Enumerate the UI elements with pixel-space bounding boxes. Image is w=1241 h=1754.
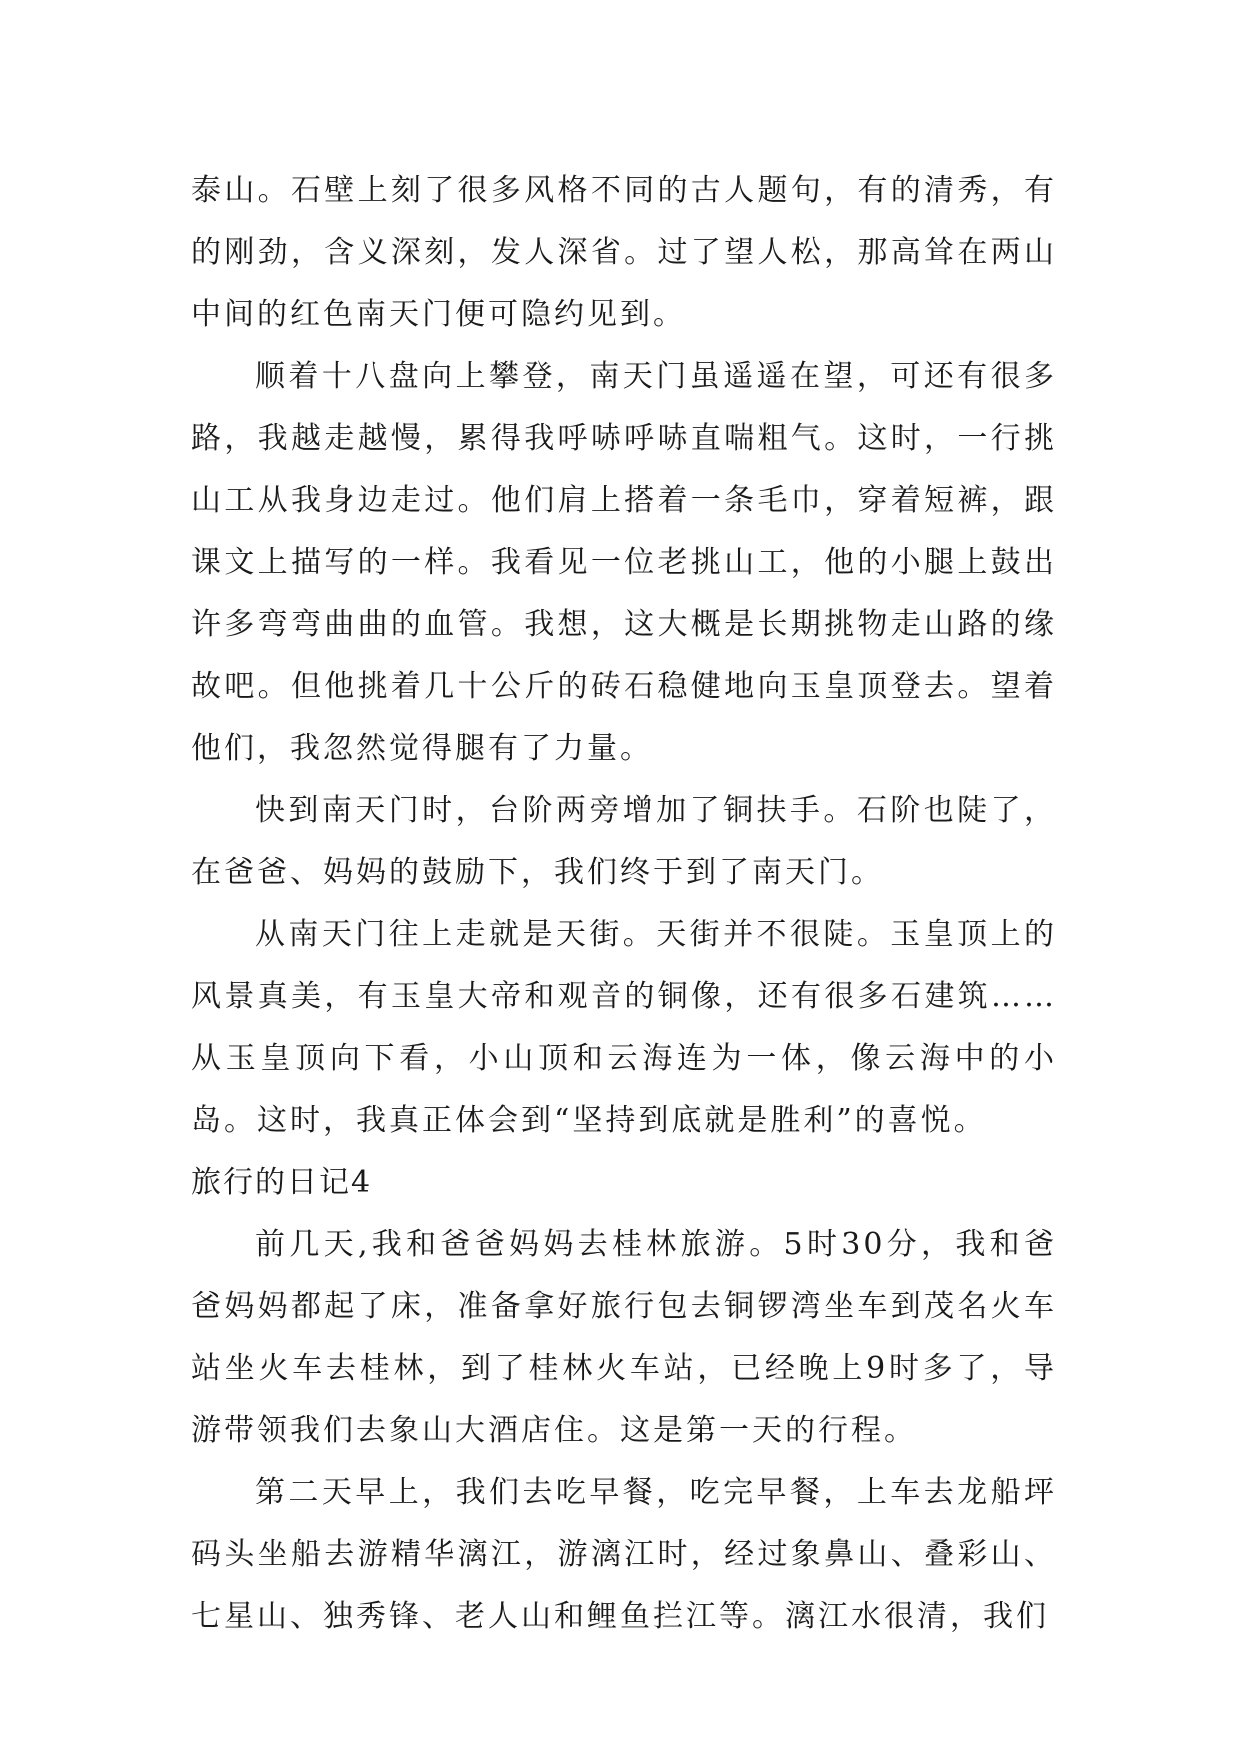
paragraph-guilin-day-two: 第二天早上，我们去吃早餐，吃完早餐，上车去龙船坪码头坐船去游精华漓江，游漓江时，经过象鼻山、叠彩山、七星山、独秀锋、老人山和鲤鱼拦江等。漓江水很清，我们 [191,1475,1057,1634]
paragraph-continuation: 泰山。石壁上刻了很多风格不同的古人题句，有的清秀，有的刚劲，含义深刻，发人深省。过了望人松，那高耸在两山中间的红色南天门便可隐约见到。 [191,173,1057,332]
paragraph-eighteen-bends: 顺着十八盘向上攀登，南天门虽遥遥在望，可还有很多路，我越走越慢，累得我呼哧呼哧直喘粗气。这时，一行挑山工从我身边走过。他们肩上搭着一条毛巾，穿着短裤，跟课文上描写的一样。我看见一位老挑山工，他的小腿上鼓出许多弯弯曲曲的血管。我想，这大概是长期挑物走山路的缘故吧。但他挑着几十公斤的砖石稳健地向玉皇顶登去。望着他们，我忽然觉得腿有了力量。 [191,359,1057,766]
paragraph-heavenly-street: 从南天门往上走就是天街。天街并不很陡。玉皇顶上的风景真美，有玉皇大帝和观音的铜像，还有很多石建筑……从玉皇顶向下看，小山顶和云海连为一体，像云海中的小岛。这时，我真正体会到“坚持到底就是胜利”的喜悦。 [191,917,1057,1138]
paragraph-south-gate: 快到南天门时，台阶两旁增加了铜扶手。石阶也陡了，在爸爸、妈妈的鼓励下，我们终于到了南天门。 [191,793,1057,890]
paragraph-guilin-day-one: 前几天,我和爸爸妈妈去桂林旅游。5时30分，我和爸爸妈妈都起了床，准备拿好旅行包去铜锣湾坐车到茂名火车站坐火车去桂林，到了桂林火车站，已经晚上9时多了，导游带领我们去象山大酒店住。这是第一天的行程。 [191,1227,1057,1448]
section-heading: 旅行的日记4 [191,1165,373,1200]
document-page [191,160,1057,1648]
